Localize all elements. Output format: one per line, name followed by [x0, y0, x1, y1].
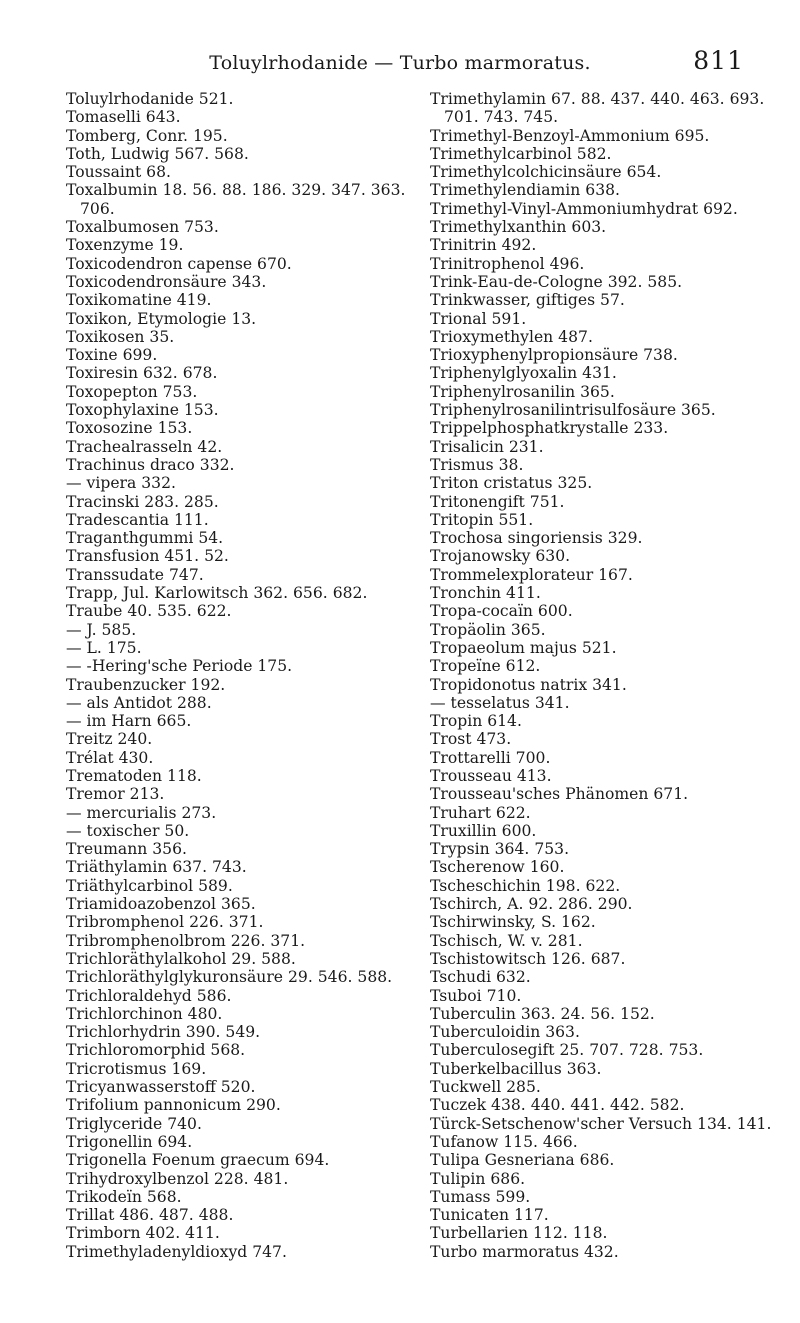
index-entry: Tritopin 551.	[430, 510, 534, 529]
index-entry: Tuberculin 363. 24. 56. 152.	[430, 1004, 655, 1023]
index-entry: Trimethyladenyldioxyd 747.	[66, 1242, 287, 1261]
index-entry: Traubenzucker 192.	[66, 675, 226, 694]
index-entry: Tsuboi 710.	[430, 986, 522, 1005]
index-entry: Toxicodendronsäure 343.	[66, 272, 267, 291]
page-header	[0, 46, 800, 82]
index-entry: Toluylrhodanide 521.	[66, 90, 234, 108]
index-entry: — als Antidot 288.	[66, 693, 212, 712]
index-entry: Tuckwell 285.	[430, 1078, 541, 1097]
index-entry: — L. 175.	[66, 638, 142, 657]
index-entry: — toxischer 50.	[66, 821, 190, 840]
index-entry: — -Hering'sche Periode 175.	[66, 657, 293, 676]
index-entry: Trapp, Jul. Karlowitsch 362. 656. 682.	[66, 584, 368, 603]
index-entry: Tronchin 411.	[430, 584, 541, 603]
index-entry: Toxiresin 632. 678.	[66, 364, 218, 383]
index-entry: Triphenylrosanilintrisulfosäure 365.	[430, 401, 716, 420]
index-entry: Tuberculoidin 363.	[430, 1023, 580, 1042]
index-entry: Trimethylendiamin 638.	[430, 181, 620, 200]
index-entry: Tschirwinsky, S. 162.	[430, 913, 596, 932]
index-entry: Turbellarien 112. 118.	[430, 1224, 608, 1243]
index-entry: Triphenylrosanilin 365.	[430, 382, 615, 401]
index-entry: — tesselatus 341.	[430, 693, 570, 712]
index-entry: Toxine 699.	[66, 346, 158, 365]
index-entry: Trimethyl-Benzoyl-Ammonium 695.	[430, 126, 710, 145]
index-entry: Toussaint 68.	[66, 163, 171, 182]
index-entry: Tschistowitsch 126. 687.	[430, 949, 626, 968]
index-entry: — mercurialis 273.	[66, 803, 217, 822]
index-entry: Trypsin 364. 753.	[430, 840, 570, 859]
index-entry: Tritonengift 751.	[430, 492, 565, 511]
index-entry: Trimborn 402. 411.	[66, 1224, 220, 1243]
index-entry: Trismus 38.	[430, 455, 524, 474]
index-entry: Trioxymethylen 487.	[430, 327, 593, 346]
index-entry: Toxicodendron capense 670.	[66, 254, 292, 273]
index-entry: Trimethylxanthin 603.	[430, 218, 607, 237]
index-entry: Treitz 240.	[66, 730, 153, 749]
index-entry: Trimethyl-Vinyl-Ammoniumhydrat 692.	[430, 199, 738, 218]
index-entry: Tricyanwasserstoff 520.	[66, 1078, 256, 1097]
index-entry: Triphenylglyoxalin 431.	[430, 364, 617, 383]
index-entry: Tscheschichin 198. 622.	[430, 876, 621, 895]
index-entry: Tropäolin 365.	[430, 620, 546, 639]
index-entry: Tremor 213.	[66, 785, 165, 804]
index-entry: Trommelexplorateur 167.	[430, 565, 633, 584]
index-entry: Toxophylaxine 153.	[66, 401, 219, 420]
index-entry: Trigonellin 694.	[66, 1132, 193, 1151]
index-entry: Tuczek 438. 440. 441. 442. 582.	[430, 1096, 685, 1115]
index-entry: Tracinski 283. 285.	[66, 492, 219, 511]
index-entry: — vipera 332.	[66, 474, 176, 493]
index-entry: Trichloräthylalkohol 29. 588.	[66, 949, 296, 968]
index-entry: Tscherenow 160.	[430, 858, 565, 877]
index-entry: Trillat 486. 487. 488.	[66, 1206, 234, 1225]
index-entry: Trottarelli 700.	[430, 748, 551, 767]
index-entry: Triamidoazobenzol 365.	[66, 895, 256, 914]
index-entry: Türck-Setschenow'scher Versuch 134. 141.	[430, 1114, 772, 1133]
index-entry: Trematoden 118.	[66, 766, 202, 785]
index-entry: Trigonella Foenum graecum 694.	[66, 1151, 330, 1170]
index-entry: Tropidonotus natrix 341.	[430, 675, 627, 694]
index-entry: Tricrotismus 169.	[66, 1059, 207, 1078]
index-entry: Trichloräthylglykuronsäure 29. 546. 588.	[66, 968, 393, 987]
index-entry: Trinitrophenol 496.	[430, 254, 585, 273]
index-entry: Turbo marmoratus 432.	[430, 1242, 619, 1261]
index-entry: Trachinus draco 332.	[66, 455, 235, 474]
index-entry: Trifolium pannonicum 290.	[66, 1096, 281, 1115]
index-entry: Trichlorhydrin 390. 549.	[66, 1023, 261, 1042]
index-entry: Toth, Ludwig 567. 568.	[66, 144, 249, 163]
index-entry: Trousseau'sches Phänomen 671.	[430, 785, 689, 804]
index-entry: Trimethylcarbinol 582.	[430, 144, 612, 163]
index-entry: Trikodeïn 568.	[66, 1187, 182, 1206]
index-column-right	[430, 90, 775, 1261]
index-entry: Toxosozine 153.	[66, 419, 193, 438]
index-entry: Trihydroxylbenzol 228. 481.	[66, 1169, 289, 1188]
index-entry: Trisalicin 231.	[430, 437, 544, 456]
index-entry: Tschirch, A. 92. 286. 290.	[430, 895, 633, 914]
index-entry: Truhart 622.	[430, 803, 531, 822]
index-entry: Traube 40. 535. 622.	[66, 602, 232, 621]
running-title: Toluylrhodanide — Turbo marmoratus.	[209, 52, 591, 74]
index-entry: Tufanow 115. 466.	[430, 1132, 578, 1151]
index-column-left	[66, 90, 411, 1261]
index-entry: — J. 585.	[66, 620, 137, 639]
index-entry: Truxillin 600.	[430, 821, 537, 840]
index-entry: Transsudate 747.	[66, 565, 204, 584]
index-entry: Trioxyphenylpropionsäure 738.	[430, 346, 678, 365]
index-entry: Tradescantia 111.	[66, 510, 209, 529]
index-entry: Tribromphenol 226. 371.	[66, 913, 264, 932]
page-number: 811	[693, 46, 744, 75]
index-entry: Trimethylcolchicinsäure 654.	[430, 163, 662, 182]
index-entry: Trinkwasser, giftiges 57.	[430, 291, 625, 310]
index-entry: Transfusion 451. 52.	[66, 547, 229, 566]
index-entry: Toxenzyme 19.	[66, 236, 184, 255]
index-entry: Toxikosen 35.	[66, 327, 175, 346]
index-entry: Trinitrin 492.	[430, 236, 537, 255]
index-entry: Toxalbumin 18. 56. 88. 186. 329. 347. 363. 706.	[66, 181, 406, 218]
index-entry: Triäthylcarbinol 589.	[66, 876, 233, 895]
index-entry: Tropa-cocaïn 600.	[430, 602, 573, 621]
index-entry: Triäthylamin 637. 743.	[66, 858, 247, 877]
index-entry: Tumass 599.	[430, 1187, 531, 1206]
index-entry: Triton cristatus 325.	[430, 474, 593, 493]
index-entry: Trojanowsky 630.	[430, 547, 571, 566]
index-entry: Treumann 356.	[66, 840, 187, 859]
index-entry: Tschudi 632.	[430, 968, 531, 987]
index-entry: Tomberg, Conr. 195.	[66, 126, 228, 145]
index-entry: Tomaselli 643.	[66, 108, 181, 127]
index-entry: Trink-Eau-de-Cologne 392. 585.	[430, 272, 683, 291]
index-entry: Tuberkelbacillus 363.	[430, 1059, 602, 1078]
index-entry: Toxalbumosen 753.	[66, 218, 219, 237]
index-entry: Triglyceride 740.	[66, 1114, 202, 1133]
index-entry: Trichloraldehyd 586.	[66, 986, 232, 1005]
index-entry: Trippelphosphatkrystalle 233.	[430, 419, 669, 438]
index-entry: Trochosa singoriensis 329.	[430, 529, 643, 548]
index-entry: Trost 473.	[430, 730, 512, 749]
index-entry: Tulipin 686.	[430, 1169, 526, 1188]
index-entry: Tropin 614.	[430, 712, 522, 731]
index-entry: Trichloromorphid 568.	[66, 1041, 246, 1060]
index-entry: Tuberculosegift 25. 707. 728. 753.	[430, 1041, 704, 1060]
index-entry: Tulipa Gesneriana 686.	[430, 1151, 615, 1170]
index-entry: Toxikomatine 419.	[66, 291, 212, 310]
index-entry: Tribromphenolbrom 226. 371.	[66, 931, 306, 950]
index-entry: Traganthgummi 54.	[66, 529, 224, 548]
index-entry: Trélat 430.	[66, 748, 154, 767]
index-entry: Trional 591.	[430, 309, 527, 328]
index-entry: Trimethylamin 67. 88. 437. 440. 463. 693. 701. 743. 745.	[430, 90, 765, 127]
index-entry: Tunicaten 117.	[430, 1206, 549, 1225]
index-entry: Trousseau 413.	[430, 766, 552, 785]
index-entry: Tropeïne 612.	[430, 657, 541, 676]
index-entry: Tschisch, W. v. 281.	[430, 931, 583, 950]
index-entry: Trachealrasseln 42.	[66, 437, 223, 456]
index-entry: — im Harn 665.	[66, 712, 192, 731]
index-entry: Tropaeolum majus 521.	[430, 638, 617, 657]
index-entry: Trichlorchinon 480.	[66, 1004, 223, 1023]
index-entry: Toxopepton 753.	[66, 382, 198, 401]
index-entry: Toxikon, Etymologie 13.	[66, 309, 257, 328]
